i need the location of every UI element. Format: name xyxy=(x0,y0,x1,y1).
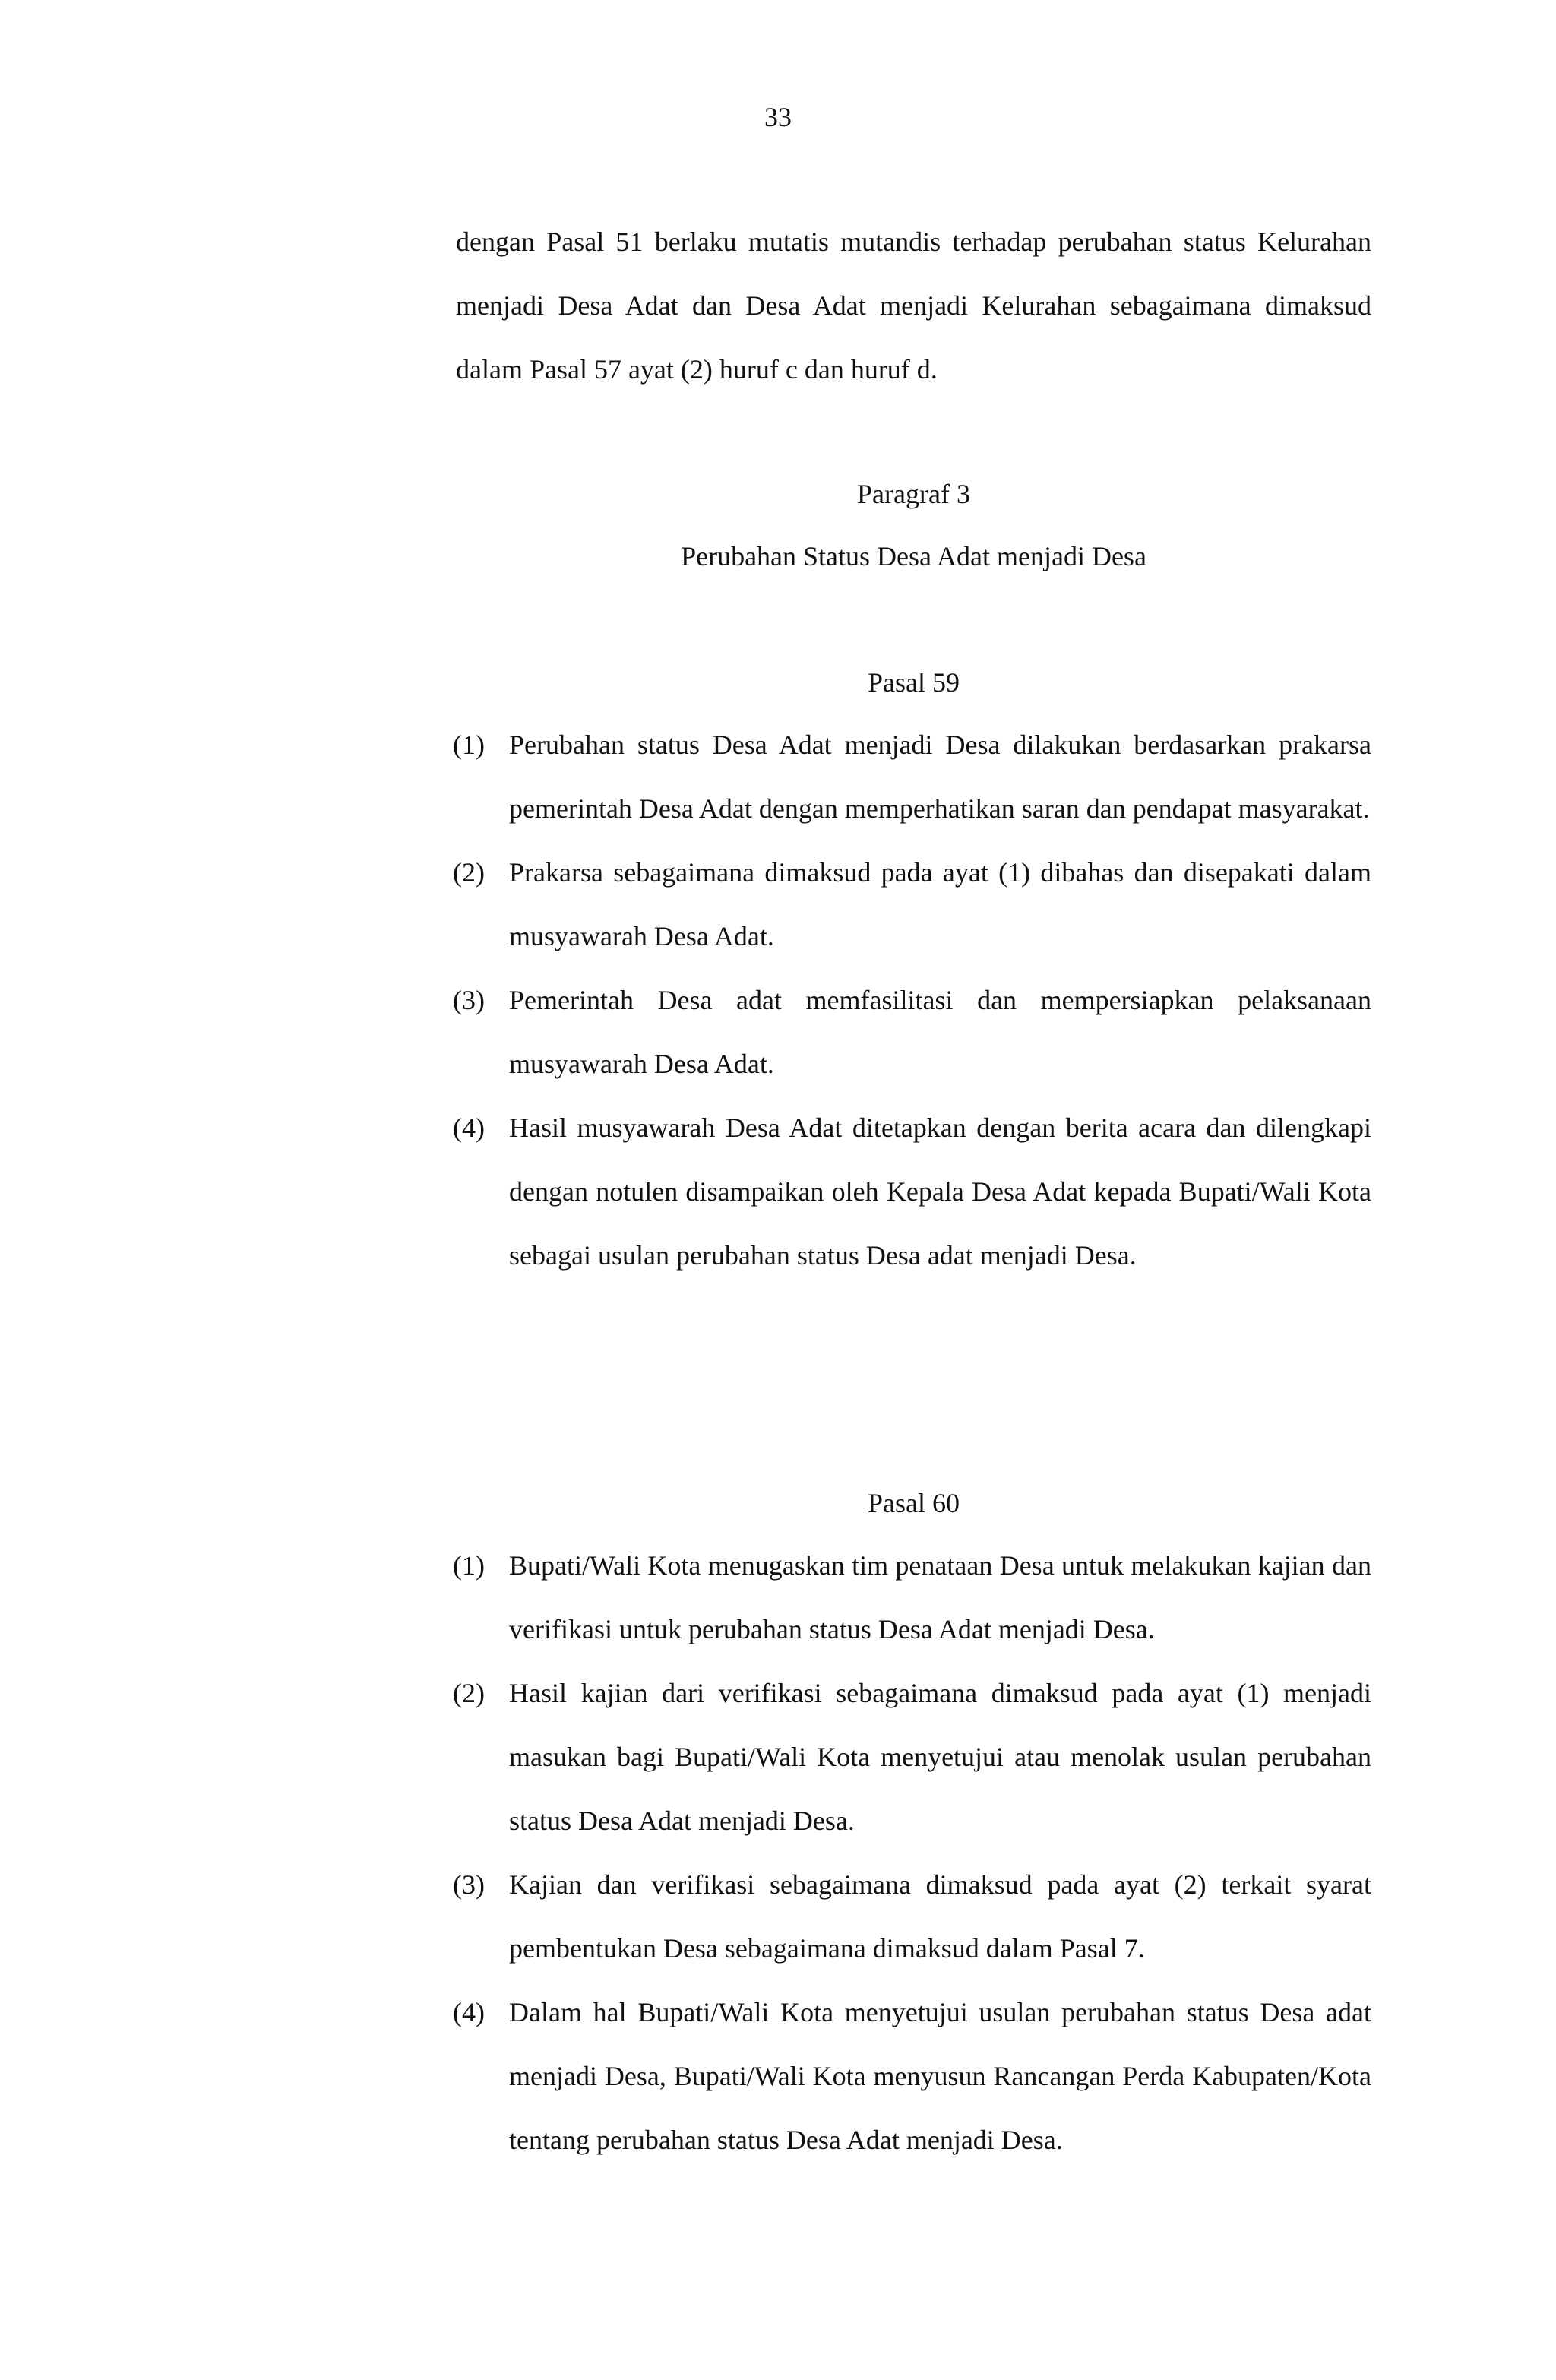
pasal-59-clause-4 xyxy=(453,1096,1371,1287)
clause-number: (1) xyxy=(453,730,485,760)
clause-number: (3) xyxy=(453,985,485,1015)
clause-number: (3) xyxy=(453,1869,485,1900)
pasal-60-clause-3 xyxy=(453,1853,1371,1980)
pasal-60-heading: Pasal 60 xyxy=(868,1488,960,1518)
clause-number: (2) xyxy=(453,857,485,888)
pasal-59-clause-1 xyxy=(453,713,1371,840)
clause-number: (4) xyxy=(453,1997,485,2027)
clause-text: Prakarsa sebagaimana dimaksud pada ayat (1) dibahas dan disepakati dalam musyawarah Desa Adat. xyxy=(509,857,1371,951)
paragraf-heading: Paragraf 3 xyxy=(857,479,970,509)
pasal-59-clauses xyxy=(453,713,1371,1287)
pasal-60-clause-2 xyxy=(453,1661,1371,1853)
clause-number: (2) xyxy=(453,1678,485,1708)
paragraf-title: Perubahan Status Desa Adat menjadi Desa xyxy=(681,541,1146,571)
clause-number: (1) xyxy=(453,1550,485,1581)
page-number: 33 xyxy=(764,102,792,132)
clause-text: Kajian dan verifikasi sebagaimana dimaksud pada ayat (2) terkait syarat pembentukan Desa sebagaimana dimaksud dalam Pasal 7. xyxy=(509,1869,1371,1964)
pasal-59-clause-2 xyxy=(453,840,1371,968)
clause-number: (4) xyxy=(453,1112,485,1143)
pasal-59-heading: Pasal 59 xyxy=(868,667,960,698)
clause-text: Bupati/Wali Kota menugaskan tim penataan Desa untuk melakukan kajian dan verifikasi untuk perubahan status Desa Adat menjadi Desa. xyxy=(509,1550,1371,1644)
clause-text: Perubahan status Desa Adat menjadi Desa dilakukan berdasarkan prakarsa pemerintah Desa Adat dengan memperhatikan saran dan pendapat masyarakat. xyxy=(509,730,1371,824)
intro-paragraph: dengan Pasal 51 berlaku mutatis mutandis terhadap perubahan status Kelurahan menjadi Desa Adat dan Desa Adat menjadi Kelurahan sebagaimana dimaksud dalam Pasal 57 ayat (2) huruf c dan huruf d. xyxy=(456,226,1371,385)
clause-text: Hasil musyawarah Desa Adat ditetapkan dengan berita acara dan dilengkapi dengan notulen disampaikan oleh Kepala Desa Adat kepada Bupati/Wali Kota sebagai usulan perubahan status Desa adat menjadi Desa. xyxy=(509,1112,1371,1271)
clause-text: Pemerintah Desa adat memfasilitasi dan mempersiapkan pelaksanaan musyawarah Desa Adat. xyxy=(509,985,1371,1079)
pasal-60-clauses xyxy=(453,1533,1371,2172)
clause-text: Dalam hal Bupati/Wali Kota menyetujui usulan perubahan status Desa adat menjadi Desa, Bupati/Wali Kota menyusun Rancangan Perda Kabupaten/Kota tentang perubahan status Desa Adat menjadi Desa. xyxy=(509,1997,1371,2155)
pasal-59-clause-3 xyxy=(453,968,1371,1096)
clause-text: Hasil kajian dari verifikasi sebagaimana dimaksud pada ayat (1) menjadi masukan bagi Bupati/Wali Kota menyetujui atau menolak usulan perubahan status Desa Adat menjadi Desa. xyxy=(509,1678,1371,1836)
pasal-60-clause-4 xyxy=(453,1980,1371,2172)
pasal-60-clause-1 xyxy=(453,1533,1371,1661)
